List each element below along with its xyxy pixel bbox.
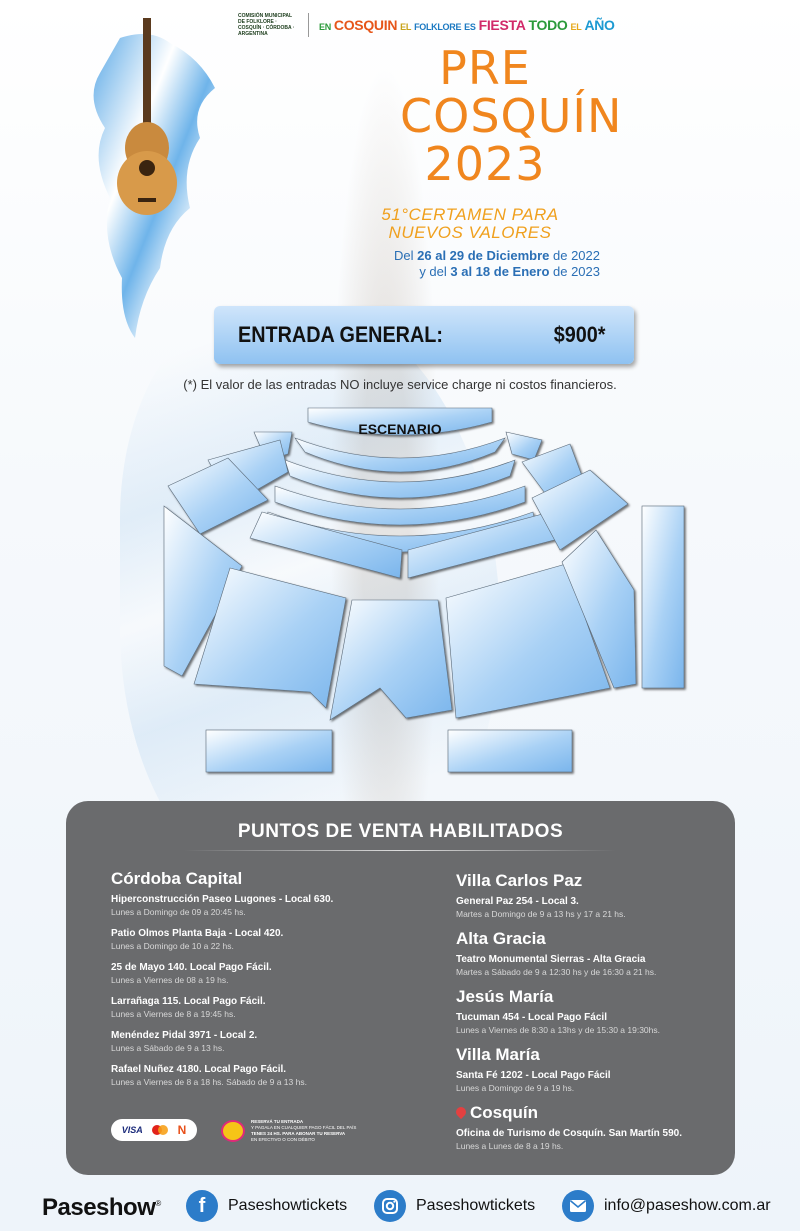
city-name: Córdoba Capital [111,869,243,888]
header-logos [238,12,615,38]
registered-mark: ® [155,1199,161,1208]
event-subtitle-line: NUEVOS VALORES [388,223,552,242]
slogan-word: EL [570,22,582,32]
naranja-logo: N [177,1123,187,1137]
pago-facil-text [251,1119,371,1143]
sales-point-hours: Martes a Domingo de 9 a 13 hs y 17 a 21 hs. [456,909,626,919]
event-title-line: COSQUÍN [400,89,623,143]
sales-point-hours: Martes a Sábado de 9 a 12:30 hs y de 16:30 a 21 hs. [456,967,657,977]
sales-point-address: Tucuman 454 - Local Pago Fácil [456,1012,607,1023]
sales-point [111,927,431,952]
pago-facil-line: TENES 24 HS. PARA ABONAR TU RESERVA [251,1131,346,1136]
city-name-with-pin [456,1103,726,1123]
event-dates-line-1 [340,248,600,264]
sales-point-hours: Lunes a Viernes de 08 a 19 hs. [111,975,229,985]
commission-logo-text: COMISIÓN MUNICIPAL DE FOLKLORE · COSQUÍN · CÓRDOBA · ARGENTINA [238,13,295,37]
slogan-word: TODO [528,17,568,33]
sales-point [456,1103,726,1152]
slogan-word: COSQUIN [333,17,398,33]
sales-point-address: Santa Fé 1202 - Local Pago Fácil [456,1070,611,1081]
location-pin-icon [454,1105,468,1119]
city-name: Villa María [456,1045,540,1064]
section-back-left [206,730,332,772]
instagram-icon [374,1190,406,1222]
sales-point-address: Menéndez Pidal 3971 - Local 2. [111,1030,258,1041]
city-name: Jesús María [456,987,554,1006]
event-dates [340,248,600,280]
sales-point-address: Rafael Nuñez 4180. Local Pago Fácil. [111,1064,287,1075]
dates-bold: 26 al 29 de Diciembre [417,248,550,263]
event-dates-line-2 [340,264,600,280]
sales-points-title: PUNTOS DE VENTA HABILITADOS [237,821,564,842]
email-icon [562,1190,594,1222]
price-disclaimer: (*) El valor de las entradas NO incluye service charge ni costos financieros. [183,377,617,392]
paseshow-logo [42,1194,161,1222]
sales-point [111,961,431,986]
sales-point-hours: Lunes a Viernes de 8 a 19:45 hs. [111,1009,236,1019]
brand-name: Paseshow [42,1194,156,1221]
section-back-right [448,730,572,772]
section-side-right-upper [506,432,542,460]
sales-points-panel [66,801,735,1175]
sales-point-hours: Lunes a Domingo de 10 a 22 hs. [111,941,234,951]
city-name: Cosquín [470,1103,538,1122]
event-subtitle [360,206,580,242]
ticket-label: ENTRADA GENERAL: [238,322,443,347]
seating-map [150,400,710,790]
ticket-price: $900* [554,322,606,347]
instagram-handle: Paseshowtickets [416,1197,536,1214]
sales-point-hours: Lunes a Viernes de 8:30 a 13hs y de 15:30 a 19:30hs. [456,1025,660,1035]
dates-bold: 3 al 18 de Enero [450,264,550,279]
pago-facil-logo-icon [221,1120,245,1142]
slogan-word: EL [400,22,412,32]
sales-point-address: Hiperconstrucción Paseo Lugones - Local 630. [111,894,334,905]
mastercard-logo-icon [152,1125,168,1135]
dates-text: de 2023 [549,264,600,279]
section-center-row-1 [295,438,505,472]
sales-point-address: General Paz 254 - Local 3. [456,896,579,907]
sales-point [111,1029,431,1054]
facebook-handle: Paseshowtickets [228,1197,348,1214]
email-link[interactable] [562,1190,771,1222]
event-title-line: 2023 [424,137,546,191]
dates-text: de 2022 [549,248,600,263]
slogan-word: ES [464,22,476,32]
slogan-word: AÑO [584,17,615,33]
sales-point-address: Oficina de Turismo de Cosquín. San Martín 590. [456,1128,682,1139]
header-divider [308,13,309,37]
sales-point-address: Teatro Monumental Sierras - Alta Gracia [456,954,646,965]
city-name: Villa Carlos Paz [456,871,583,890]
sales-point-hours: Lunes a Sábado de 9 a 13 hs. [111,1043,225,1053]
general-admission-ticket [214,306,634,364]
footer [0,1186,800,1226]
slogan-word: FOLKLORE [414,22,462,32]
event-title [400,41,623,191]
sales-point-address: Patio Olmos Planta Baja - Local 420. [111,928,284,939]
facebook-link[interactable] [186,1190,347,1222]
festival-slogan [319,17,615,33]
sales-column-cordoba [111,869,431,1097]
section-orchestra-center [330,600,452,720]
stage-label: ESCENARIO [358,421,442,437]
sales-point-address: 25 de Mayo 140. Local Pago Fácil. [111,962,272,973]
sales-point [456,1045,726,1094]
email-address: info@paseshow.com.ar [604,1197,771,1214]
sales-point-hours: Lunes a Domingo de 09 a 20:45 hs. [111,907,246,917]
sales-point-hours: Lunes a Viernes de 8 a 18 hs. Sábado de 9 a 13 hs. [111,1077,307,1087]
pago-facil-info [221,1119,371,1143]
section-far-right [642,506,684,688]
sales-point [111,1063,431,1088]
title-divider [184,850,616,851]
facebook-icon: f [186,1190,218,1222]
sales-point-hours: Lunes a Lunes de 8 a 19 hs. [456,1141,564,1151]
slogan-word: EN [319,22,331,32]
dates-text: Del [394,248,418,263]
sales-point [456,871,726,920]
sales-point [456,929,726,978]
pago-facil-line: EN EFECTIVO O CON DÉBITO [251,1137,315,1142]
sales-point [111,995,431,1020]
pago-facil-line: RESERVÁ TU ENTRADA [251,1119,304,1124]
event-title-line: PRE [439,41,531,95]
city-name: Alta Gracia [456,929,546,948]
dates-text: y del [419,264,451,279]
sales-point [456,987,726,1036]
event-subtitle-line: 51°CERTAMEN PARA [381,205,559,224]
sales-point-hours: Lunes a Domingo de 9 a 19 hs. [456,1083,575,1093]
visa-logo: VISA [121,1125,143,1135]
pago-facil-line: Y PAGALA EN CUALQUIER PAGO FÁCIL DEL PAÍS [251,1125,357,1130]
sales-point [111,893,431,918]
sales-point-address: Larrañaga 115. Local Pago Fácil. [111,996,266,1007]
argentina-map-guitar-illustration [80,18,230,348]
sales-column-other-cities [456,871,726,1161]
payment-methods [111,1119,197,1141]
instagram-link[interactable] [374,1190,535,1222]
slogan-word: FIESTA [478,17,526,33]
